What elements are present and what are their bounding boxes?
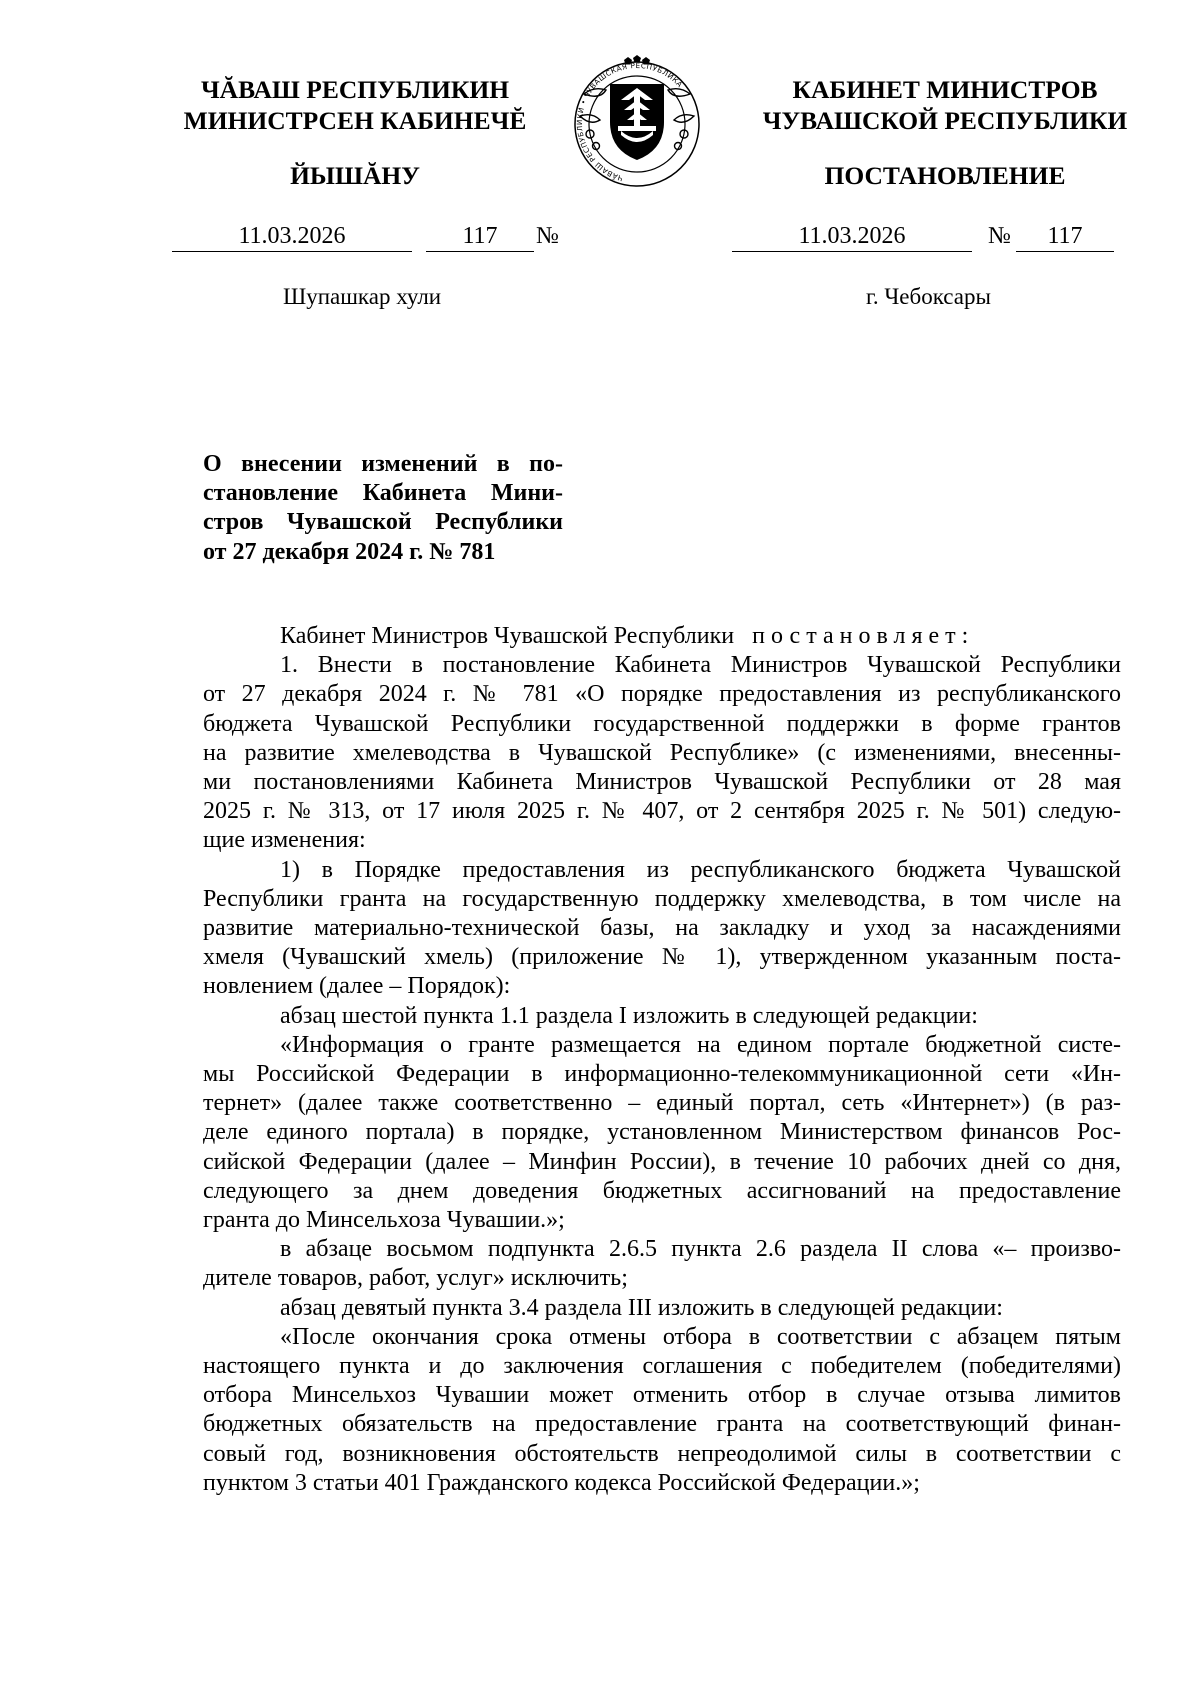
header-right-doc-type: ПОСТАНОВЛЕНИЕ	[824, 161, 1066, 190]
body-line: 1. Внести в постановление Кабинета Министров Чувашской Республики	[280, 652, 1121, 679]
body-line: развитие материально-технической базы, на закладку и уход за насаждениями	[203, 915, 1121, 942]
emblem-ring-text: ЧĂВАШ РЕСПУБЛИКИ • ЧУВАШСКАЯ РЕСПУБЛИКА	[575, 60, 685, 184]
right-city: г. Чебоксары	[866, 284, 991, 309]
header-left-line2: МИНИСТРСЕН КАБИНЕЧĔ	[183, 106, 527, 135]
header-left-doc-type: ЙЫШĂНУ	[290, 161, 420, 190]
body-line: от 27 декабря 2024 г. № 781 «О порядке предоставления из республиканского	[203, 681, 1121, 708]
intro-spaced: постановляет:	[752, 623, 975, 649]
body-line: «После окончания срока отмены отбора в соответствии с абзацем пятым	[280, 1323, 1121, 1350]
body-line: отбора Минсельхоз Чувашии может отменить отбор в случае отзыва лимитов	[203, 1382, 1121, 1409]
header-right-line2: ЧУВАШСКОЙ РЕСПУБЛИКИ	[762, 106, 1128, 135]
document-title	[203, 450, 563, 567]
body-line: совый год, возникновения обстоятельств непреодолимой силы в соответствии с	[203, 1440, 1121, 1467]
body-line: «Информация о гранте размещается на едином портале бюджетной систе-	[280, 1031, 1121, 1058]
body-line: гранта до Минсельхоза Чувашии.»;	[203, 1207, 565, 1234]
intro-prefix: Кабинет Министров Чувашской Республики	[280, 623, 735, 649]
header-left-line1: ЧĂВАШ РЕСПУБЛИКИН	[200, 75, 510, 104]
body-line: щие изменения:	[203, 827, 366, 854]
chuvashia-coat-of-arms-icon	[566, 54, 708, 190]
body-line: мы Российской Федерации в информационно-телекоммуникационной сети «Ин-	[203, 1061, 1121, 1088]
title-line: О внесении изменений в по-	[203, 451, 563, 477]
left-number: 117	[426, 221, 534, 252]
body-line: 2025 г. № 313, от 17 июля 2025 г. № 407, от 2 сентября 2025 г. № 501) следую-	[203, 798, 1121, 825]
body-line: хмеля (Чувашский хмель) (приложение № 1), утвержденном указанным поста-	[203, 944, 1121, 971]
title-line: становление Кабинета Мини-	[203, 480, 563, 507]
body-line: абзац шестой пункта 1.1 раздела I изложить в следующей редакции:	[280, 1002, 978, 1029]
header-left	[150, 74, 560, 136]
body-line: пунктом 3 статьи 401 Гражданского кодекса Российской Федерации.»;	[203, 1469, 920, 1496]
body-line: на развитие хмелеводства в Чувашской Республике» (с изменениями, внесенны-	[203, 739, 1121, 766]
header-right-line1: КАБИНЕТ МИНИСТРОВ	[792, 75, 1098, 104]
body-line: настоящего пункта и до заключения соглашения с победителем (победителями)	[203, 1353, 1121, 1380]
body-line: дителе товаров, работ, услуг» исключить;	[203, 1265, 628, 1292]
body-line: бюджетных обязательств на предоставление гранта на соответствующий финан-	[203, 1411, 1121, 1438]
body-lines	[203, 651, 1121, 1498]
body-line: в абзаце восьмом подпункта 2.6.5 пункта 2.6 раздела II слова «– произво-	[280, 1236, 1121, 1263]
right-number: 117	[1016, 221, 1114, 252]
document-body	[203, 622, 1121, 1498]
left-date: 11.03.2026	[172, 221, 412, 252]
body-line: абзац девятый пункта 3.4 раздела III изложить в следующей редакции:	[280, 1294, 1003, 1321]
body-line: Республики гранта на государственную поддержку хмелеводства, в том числе на	[203, 885, 1121, 912]
body-line: ми постановлениями Кабинета Министров Чувашской Республики от 28 мая	[203, 769, 1121, 796]
body-line: сийской Федерации (далее – Минфин России), в течение 10 рабочих дней со дня,	[203, 1148, 1121, 1175]
right-number-sign: №	[988, 223, 1011, 249]
header-right	[725, 74, 1165, 136]
title-line: от 27 декабря 2024 г. № 781	[203, 538, 496, 565]
body-line: следующего за днем доведения бюджетных ассигнований на предоставление	[203, 1177, 1121, 1204]
body-line: 1) в Порядке предоставления из республиканского бюджета Чувашской	[280, 856, 1121, 883]
body-line: тернет» (далее также соответственно – единый портал, сеть «Интернет») (в раз-	[203, 1090, 1121, 1117]
body-line: бюджета Чувашской Республики государственной поддержки в форме грантов	[203, 710, 1121, 737]
right-date: 11.03.2026	[732, 221, 972, 252]
title-line: стров Чувашской Республики	[203, 509, 563, 536]
intro-line	[203, 622, 1121, 651]
left-number-sign: №	[536, 223, 559, 249]
body-line: деле единого портала) в порядке, установленном Министерством финансов Рос-	[203, 1119, 1121, 1146]
left-city: Шупашкар хули	[283, 284, 442, 309]
body-line: новлением (далее – Порядок):	[203, 973, 511, 1000]
